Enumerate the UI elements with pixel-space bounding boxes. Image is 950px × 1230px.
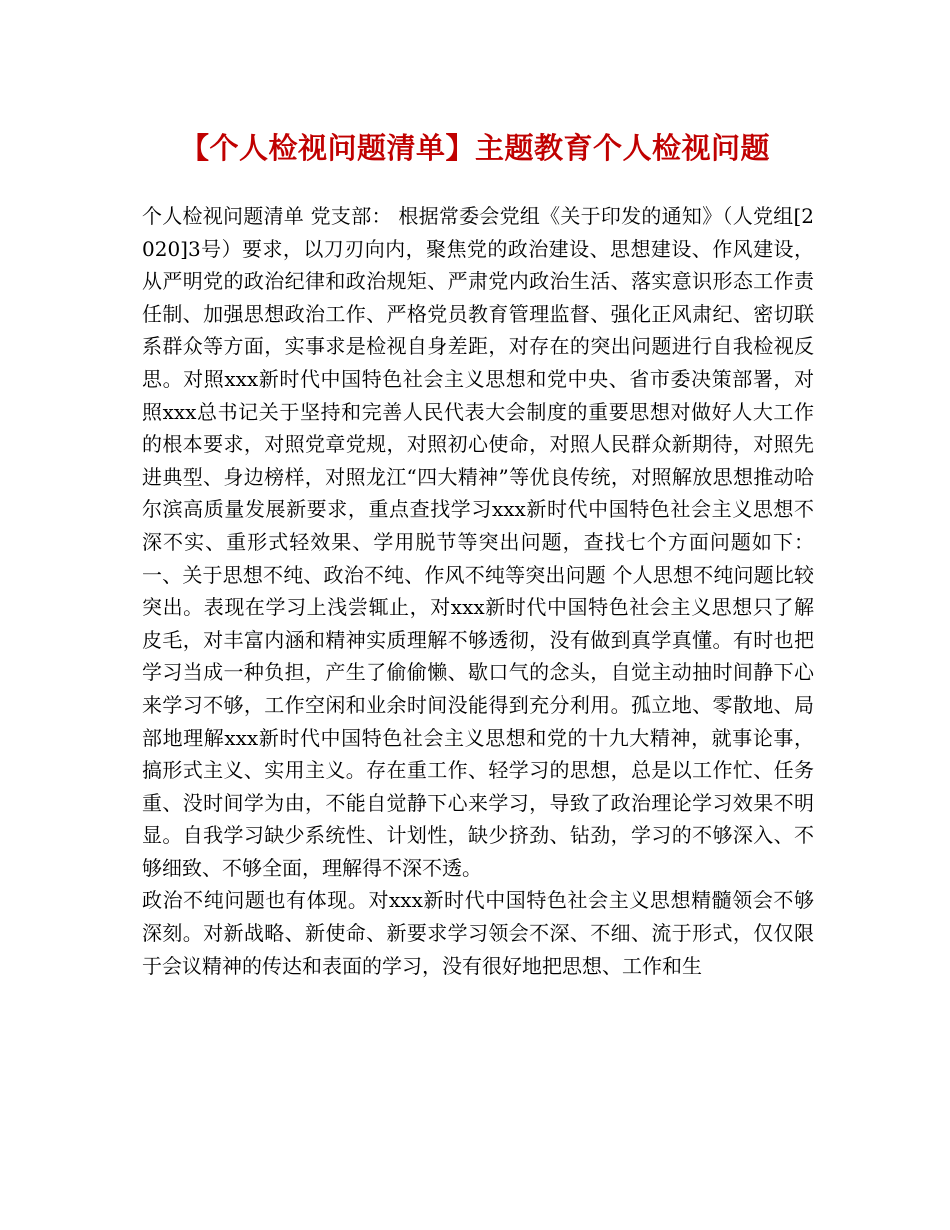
document-title: 【个人检视问题清单】主题教育个人检视问题 (179, 131, 770, 165)
document-body (142, 200, 814, 982)
body-paragraph-1: 个人检视问题清单 党支部： 根据常委会党组《关于印发的通知》（人党组[2020]3号）要求，以刀刃向内，聚焦党的政治建设、思想建设、作风建设，从严明党的政治纪律和政治规矩、严肃党内政治生活、落实意识形态工作责任制、加强思想政治工作、严格党员教育管理监督、强化正风肃纪、密切联系群众等方面，实事求是检视自身差距，对存在的突出问题进行自我检视反思。对照xxx新时代中国特色社会主义思想和党中央、省市委决策部署，对照xxx总书记关于坚持和完善人民代表大会制度的重要思想对做好人大工作的根本要求，对照党章党规，对照初心使命，对照人民群众新期待，对照先进典型、身边榜样，对照龙江“四大精神”等优良传统，对照解放思想推动哈尔滨高质量发展新要求，重点查找学习xxx新时代中国特色社会主义思想不深不实、重形式轻效果、学用脱节等突出问题，查找七个方面问题如下： 一、关于思想不纯、政治不纯、作风不纯等突出问题 个人思想不纯问题比较突出。表现在学习上浅尝辄止，对xxx新时代中国特色社会主义思想只了解皮毛，对丰富内涵和精神实质理解不够透彻，没有做到真学真懂。有时也把学习当成一种负担，产生了偷偷懒、歇口气的念头，自觉主动抽时间静下心来学习不够，工作空闲和业余时间没能得到充分利用。孤立地、零散地、局部地理解xxx新时代中国特色社会主义思想和党的十九大精神，就事论事，搞形式主义、实用主义。存在重工作、轻学习的思想，总是以工作忙、任务重、没时间学为由，不能自觉静下心来学习，导致了政治理论学习效果不明显。自我学习缺少系统性、计划性，缺少挤劲、钻劲，学习的不够深入、不够细致、不够全面，理解得不深不透。 (142, 204, 814, 880)
body-paragraph-2: 政治不纯问题也有体现。对xxx新时代中国特色社会主义思想精髓领会不够深刻。对新战略、新使命、新要求学习领会不深、不细、流于形式，仅仅限于会议精神的传达和表面的学习，没有很好地把思想、工作和生 (142, 888, 814, 978)
